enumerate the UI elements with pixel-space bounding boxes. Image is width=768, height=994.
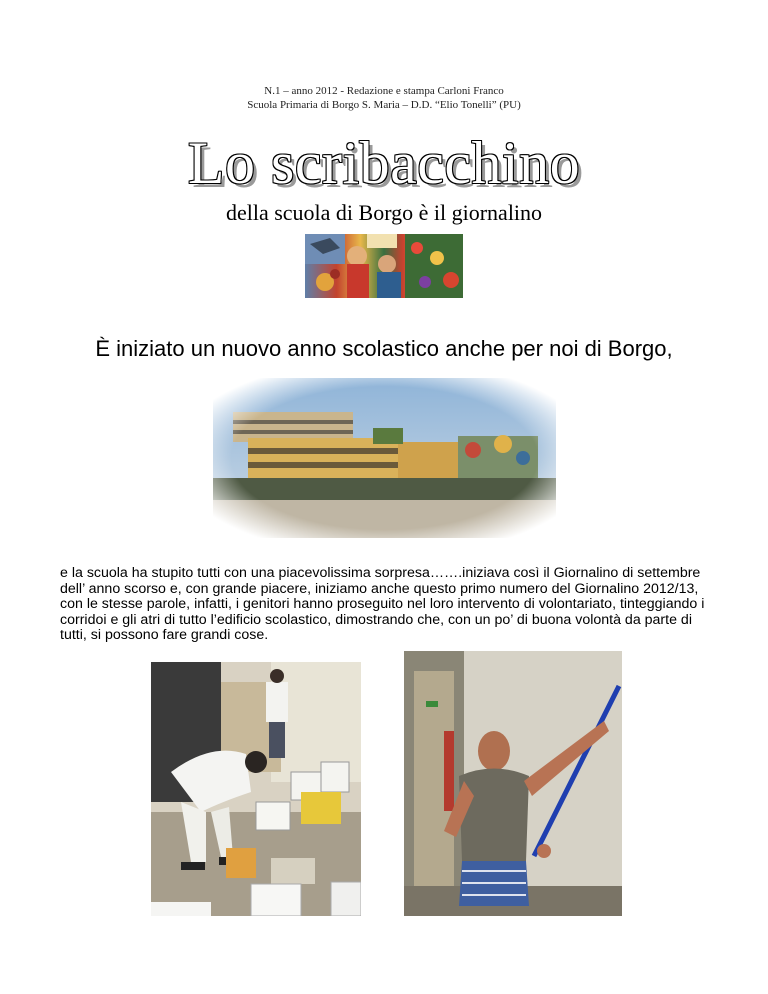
school-building-image [213,378,556,538]
masthead-title: Lo scribacchino [187,130,581,196]
header-line-1: N.1 – anno 2012 - Redazione e stampa Carloni Franco [264,85,504,97]
article-heading: È iniziato un nuovo anno scolastico anche per noi di Borgo, [95,336,673,361]
article-body: e la scuola ha stupito tutti con una piacevolissima sorpresa…….iniziava così il Giornalino di settembre dell’ anno scorso e, con grande piacere, iniziamo anche questo primo numero del Giornalino 2012/13, con le stesse parole, infatti, i genitori hanno proseguito nel loro intervento di volontariato, tinteggiando i corridoi e gli atri di tutto l’edificio scolastico, dimostrando che, con un po’ di buona volontà da parte di tutti, si possono fare grandi cose. [60,565,705,643]
painting-bucket-photo [151,662,361,916]
painting-roller-photo [404,651,622,916]
header-line-2: Scuola Primaria di Borgo S. Maria – D.D. “Elio Tonelli” (PU) [247,99,521,111]
masthead-subtitle: della scuola di Borgo è il giornalino [225,200,543,225]
mural-image [305,234,463,298]
